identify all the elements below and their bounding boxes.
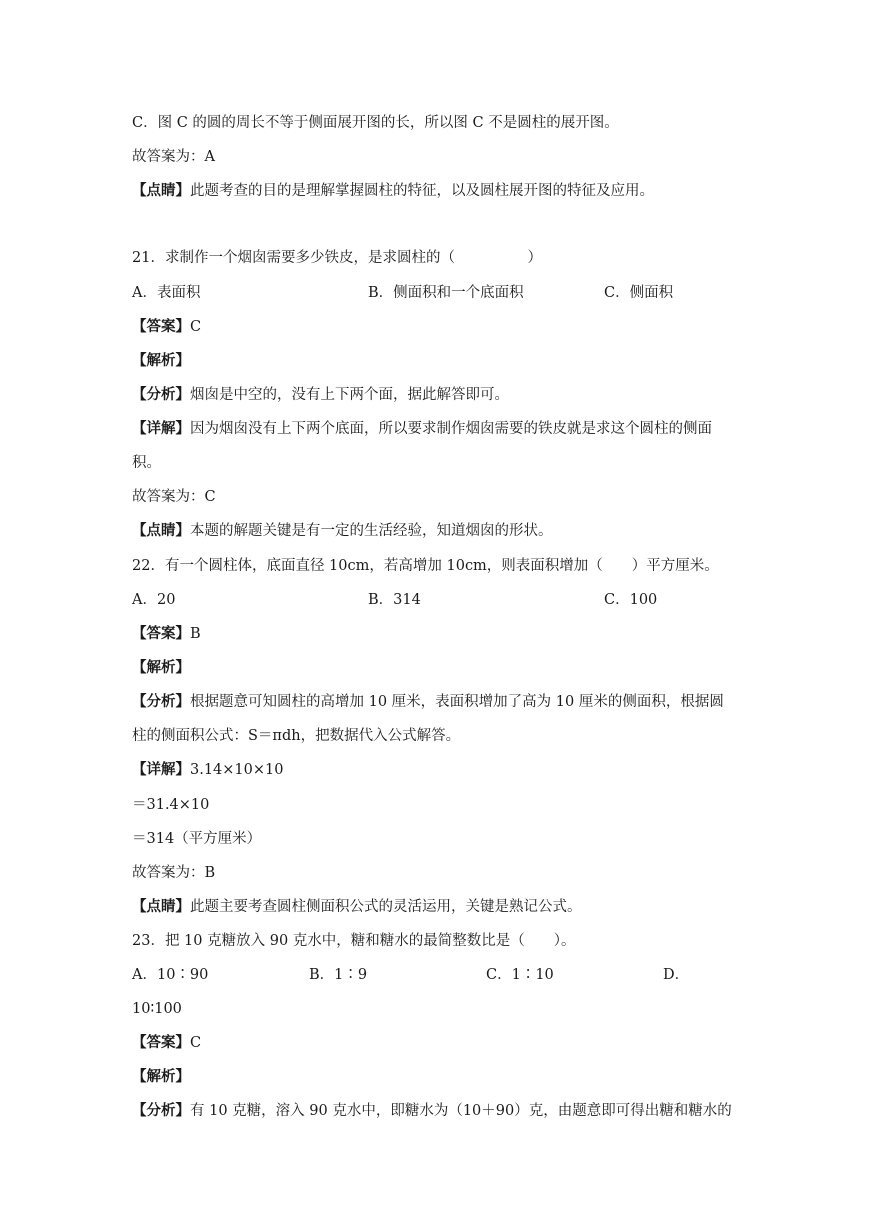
question-21: 21．求制作一个烟囱需要多少铁皮，是求圆柱的（ ） (132, 250, 542, 266)
final-answer: 故答案为：B (132, 865, 216, 881)
option-b: B．1∶9 (309, 967, 368, 983)
dianjing-text: 此题考查的目的是理解掌握圆柱的特征，以及圆柱展开图的特征及应用。 (190, 183, 654, 199)
detail-line (132, 419, 712, 439)
final-answer: 故答案为：C (132, 489, 216, 505)
tag-fenxi: 【分析】 (132, 386, 190, 403)
answer-value: C (190, 1035, 202, 1051)
option-d-value: 10∶100 (132, 1001, 182, 1017)
tag-xiangjie: 【详解】 (132, 761, 190, 778)
tag-fenxi: 【分析】 (132, 693, 190, 710)
option-a: A．20 (132, 592, 176, 608)
dianjing-line (132, 897, 582, 917)
tag-fenxi: 【分析】 (132, 1102, 190, 1119)
question-23: 23．把 10 克糖放入 90 克水中，糖和糖水的最简整数比是（ ）。 (132, 933, 576, 949)
option-c: C．100 (604, 592, 658, 608)
tag-jiexi: 【解析】 (132, 659, 190, 676)
option-c: C．侧面积 (604, 285, 674, 301)
detail-continuation: 积。 (132, 455, 161, 471)
tag-xiangjie: 【详解】 (132, 420, 190, 437)
answer-line (132, 1033, 201, 1053)
answer-line (132, 624, 201, 644)
option-b: B．侧面积和一个底面积 (368, 285, 524, 301)
tag-answer: 【答案】 (132, 1034, 190, 1051)
text-line: 故答案为：A (132, 149, 215, 165)
tag-dianjing: 【点睛】 (132, 182, 190, 199)
option-b: B．314 (368, 592, 421, 608)
analysis-text: 有 10 克糖，溶入 90 克水中，即糖水为（10＋90）克，由题意即可得出糖和糖水的 (190, 1103, 732, 1119)
answer-value: B (190, 626, 201, 642)
answer-value: C (190, 319, 202, 335)
dianjing-text: 本题的解题关键是有一定的生活经验，知道烟囱的形状。 (190, 523, 553, 539)
detail-text: 因为烟囱没有上下两个底面，所以要求制作烟囱需要的铁皮就是求这个圆柱的侧面 (190, 421, 712, 437)
detail-line (132, 760, 284, 780)
option-c: C．1∶10 (486, 967, 554, 983)
analysis-text: 烟囱是中空的，没有上下两个面，据此解答即可。 (190, 387, 509, 403)
option-d: D． (663, 967, 690, 983)
tag-answer: 【答案】 (132, 318, 190, 335)
option-a: A．10∶90 (132, 967, 209, 983)
detail-text: 3.14×10×10 (190, 762, 284, 778)
calc-step: ＝31.4×10 (132, 797, 210, 813)
analysis-text: 根据题意可知圆柱的高增加 10 厘米，表面积增加了高为 10 厘米的侧面积，根据圆 (190, 694, 724, 710)
tag-dianjing: 【点睛】 (132, 522, 190, 539)
calc-step: ＝314（平方厘米） (132, 831, 262, 847)
analysis-line (132, 1101, 732, 1121)
text-line: C．图 C 的圆的周长不等于侧面展开图的长，所以图 C 不是圆柱的展开图。 (132, 115, 619, 131)
tag-jiexi: 【解析】 (132, 1068, 190, 1085)
option-a: A．表面积 (132, 285, 201, 301)
question-22: 22．有一个圆柱体，底面直径 10cm，若高增加 10cm，则表面积增加（ ）平方厘米。 (132, 558, 719, 574)
analysis-line (132, 385, 509, 405)
answer-line (132, 317, 201, 337)
analysis-line (132, 692, 724, 712)
tag-jiexi: 【解析】 (132, 352, 190, 369)
text-line (132, 181, 654, 201)
tag-dianjing: 【点睛】 (132, 898, 190, 915)
dianjing-line (132, 521, 553, 541)
dianjing-text: 此题主要考查圆柱侧面积公式的灵活运用，关键是熟记公式。 (190, 899, 582, 915)
analysis-continuation: 柱的侧面积公式：S＝πdh，把数据代入公式解答。 (132, 728, 461, 744)
tag-answer: 【答案】 (132, 625, 190, 642)
